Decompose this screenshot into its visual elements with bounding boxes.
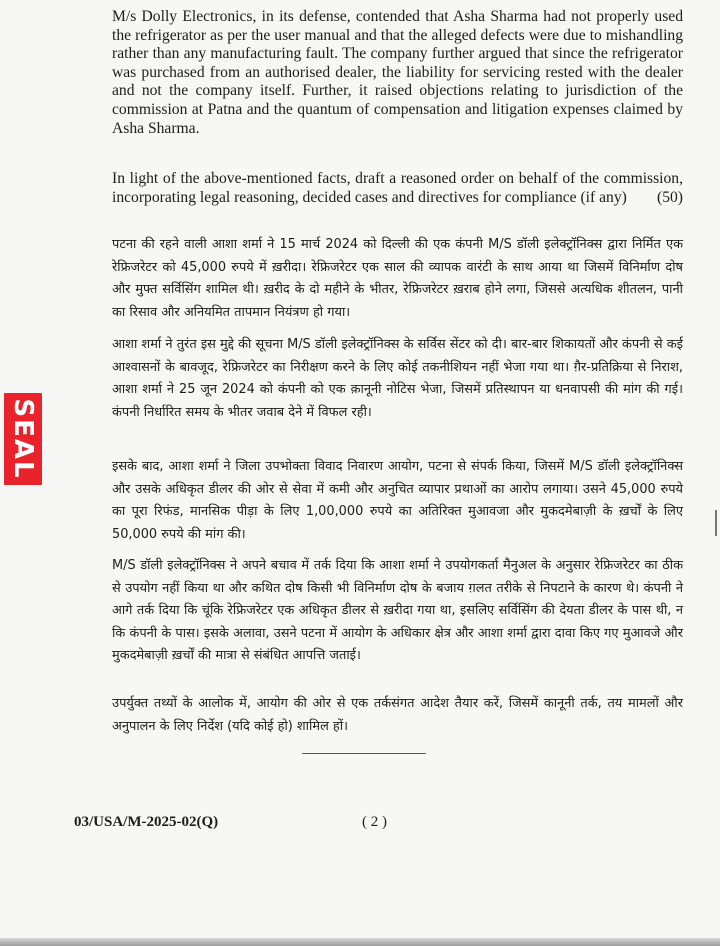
hindi-paragraph-4: M/S डॉली इलेक्ट्रॉनिक्स ने अपने बचाव में तर्क दिया कि आशा शर्मा ने उपयोगकर्ता मैनुअल के अनुसार रेफ्रिजरेटर का ठीक से उपयोग नहीं किया था और कथित दोष किसी भी विनिर्माण दोष के बजाय ग़लत तरीके से निपटाने के कारण थे। कंपनी ने आगे तर्क दिया कि चूंकि रेफ्रिजरेटर एक अधिकृत डीलर से ख़रीदा गया था, इसलिए सर्विसिंग की देयता डीलर के पास थी, न कि कंपनी के पास। इसके अलावा, उसने पटना में आयोग के अधिकार क्षेत्र और आशा शर्मा द्वारा दावा किए गए मुआवजे और मुकदमेबाज़ी ख़र्चों की मात्रा से संबंधित आपत्ति जताई। (112, 558, 683, 664)
hindi-paragraph-5: उपर्युक्त तथ्यों के आलोक में, आयोग की ओर से एक तर्कसंगत आदेश तैयार करें, जिसमें कानूनी तर्क, तय मामलों और अनुपालन के लिए निर्देश (यदि कोई हो) शामिल हों। (112, 696, 683, 734)
scan-edge-mark (715, 510, 717, 536)
english-task-paragraph (112, 170, 683, 207)
hindi-paragraph-1: पटना की रहने वाली आशा शर्मा ने 15 मार्च 2024 को दिल्ली की एक कंपनी M/S डॉली इलेक्ट्रॉनिक्स द्वारा निर्मित एक रेफ्रिजरेटर को 45,000 रुपये में ख़रीदा। रेफ्रिजरेटर एक साल की व्यापक वारंटी के साथ आया था जिसमें विनिर्माण दोष और मुफ्त सर्विसिंग शामिल थी। ख़रीद के दो महीने के भीतर, रेफ्रिजरेटर ख़राब होने लगा, जिससे अत्यधिक शीतलन, पानी का रिसाव और अनियमित तापमान नियंत्रण हो गया। (112, 237, 683, 320)
english-defense-paragraph: M/s Dolly Electronics, in its defense, contended that Asha Sharma had not properly used the refrigerator as per the user manual and that the alleged defects were due to mishandling rather than any manufacturing fault. The company further argued that since the refrigerator was purchased from an authorised dealer, the liability for servicing rested with the dealer and not the company itself. Further, it raised objections relating to jurisdiction of the commission at Patna and the quantum of compensation and litigation expenses claimed by Asha Sharma. (112, 8, 683, 137)
marks-label: (50) (657, 188, 683, 206)
end-divider-line (302, 753, 426, 754)
scan-bottom-shadow (0, 938, 720, 946)
hindi-paragraph-2: आशा शर्मा ने तुरंत इस मुद्दे की सूचना M/S डॉली इलेक्ट्रॉनिक्स के सर्विस सेंटर को दी। बार-बार शिकायतों और कंपनी से कई आश्वासनों के बावजूद, रेफ्रिजरेटर का निरीक्षण करने के लिए कोई तकनीशियन नहीं भेजा गया था। ग़ैर-प्रतिक्रिया से निराश, आशा शर्मा ने 25 जून 2024 को कंपनी को एक क़ानूनी नोटिस भेजा, जिसमें प्रतिस्थापन या धनवापसी की मांग की गई। कंपनी निर्धारित समय के भीतर जवाब देने में विफल रही। (112, 337, 683, 420)
hindi-paragraph-3: इसके बाद, आशा शर्मा ने जिला उपभोक्ता विवाद निवारण आयोग, पटना से संपर्क किया, जिसमें M/S डॉली इलेक्ट्रॉनिक्स और उसके अधिकृत डीलर की ओर से सेवा में कमी और अनुचित व्यापार प्रथाओं का आरोप लगाया। उसने 45,000 रुपये का पूरा रिफंड, मानसिक पीड़ा के लिए 1,00,000 रुपये का अतिरिक्त मुआवजा और मुकदमेबाज़ी के ख़र्चों के लिए 50,000 रुपये की मांग की। (112, 459, 683, 542)
page-number: ( 2 ) (362, 814, 387, 830)
paper-code: 03/USA/M-2025-02(Q) (74, 814, 219, 830)
seal-label: SEAL (8, 398, 38, 480)
english-task-text: In light of the above-mentioned facts, draft a reasoned order on behalf of the commission, incorporating legal reasoning, decided cases and directives for compliance (if any) (112, 170, 683, 206)
seal-stamp (4, 393, 42, 485)
